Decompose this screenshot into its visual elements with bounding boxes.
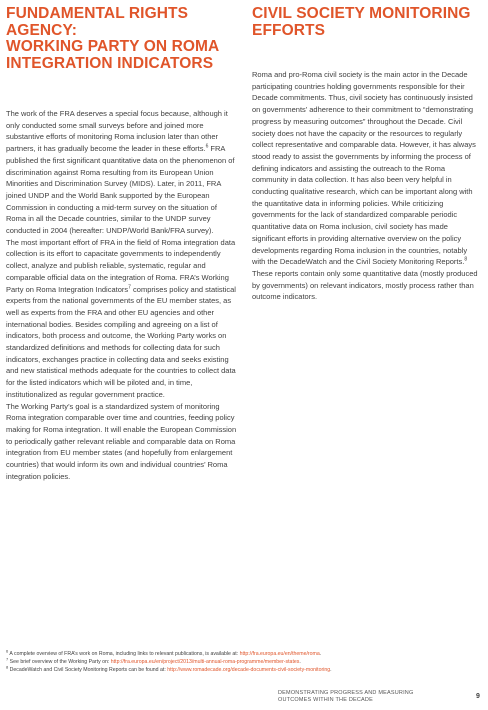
footnote-ref[interactable]: 7: [128, 284, 131, 291]
footnote-number: 8: [6, 664, 9, 670]
footnote-tail: .: [319, 651, 322, 657]
footnote: [6, 658, 482, 666]
footnote-text: DecadeWatch and Civil Society Monitoring Reports can be found at:: [8, 667, 168, 673]
right-column: [252, 0, 482, 302]
left-column: [6, 0, 238, 481]
footnote-tail: .: [330, 667, 332, 673]
paragraph-text: comprises policy and statistical experts from the national governments of the EU member states, as well as experts from the FRA and other EU agencies and other international bodies. Besides compiling and agreeing on a list of indicators, both process and outcome, the Working Party works on standardized definitions and methods for collecting data for such indicators, exchanges practice in collecting data and seeks existing and new statistical methods adequate for the countries to collect data for the listed indicators which will be piloted and, in time, institutionalized as regular government practice.: [6, 284, 236, 399]
footnote-ref[interactable]: 8: [464, 256, 468, 263]
paragraph: [252, 69, 482, 303]
footnote-link[interactable]: http://fra.europa.eu/en/project/2013/multi-annual-roma-programme/member-states: [110, 659, 300, 665]
heading-line: AGENCY:: [6, 21, 78, 39]
footnote-number: 6: [6, 648, 9, 654]
footnote-number: 7: [6, 656, 9, 662]
paragraph-text: Roma and pro-Roma civil society is the main actor in the Decade participating countries holding governments responsible for their Decade commitments. Thus, civil society has continuously insisted on governments’ adherence to their commitment to “demonstrating progress by measuring outcomes” throughout the Decade. Civil society does not have the capacity or the resources to regularly collect representative and comparable data. However, it has always stood ready to assist the governments by informing the process of defining indicators and assisting the outreach to the Roma community in data collection. It has also been very helpful in conducting qualitative research, which can be important along with the quantitative data in informing policies. While criticizing governments for the lack of standardized comparable periodic quantitative data on Roma inclusion, civil society has made significant efforts in providing alternative overview on the policy developments regarding Roma inclusion in the countries, notably with the DecadeWatch and the Civil Society Monitoring Reports.: [252, 70, 476, 267]
heading-line: EFFORTS: [252, 21, 326, 39]
heading-line: INTEGRATION INDICATORS: [6, 54, 214, 72]
footnote-text: A complete overview of FRA’s work on Roma, including links to relevant publications, is available at:: [8, 651, 240, 657]
paragraph-text: The most important effort of FRA in the field of Roma integration data collection is its effort to capacitate governments to independently collect, analyze and publish reliable, systematic, regular and comparable official data on the integration of Roma. FRA’s Working Party on Roma Integration Indicators: [6, 237, 236, 294]
paragraph-text: FRA published the first significant quantitative data on the phenomenon of discrimination against Roma resulting from its European Union Minorities and Discrimination Survey (MIDS). Later, in 2011, FRA joined UNDP and the World Bank supported by the European Commission in conducting a mid-term survey on the situation of Roma in all the Decade countries, similar to the UNDP survey conducted in 2004 (hereafter: UNDP/World Bank/FRA survey).: [6, 144, 235, 236]
fra-section-heading: [6, 6, 238, 72]
paragraph: [6, 401, 238, 483]
paragraph-text: These reports contain only some quantitative data (mostly produced by governments) on relevant indicators, mostly process rather than outcome indicators.: [252, 268, 478, 302]
paragraph-text: The Working Party’s goal is a standardized system of monitoring Roma integration comparable over time and countries, feeding policy making for Roma integration. It will enable the European Commission to periodically gather relevant reliable and comparable data on Roma integration from EU member states (and hopefully from enlargement countries) that would inform its own and individual countries’ Roma integration policies.: [6, 401, 237, 481]
footnote-link[interactable]: http://fra.europa.eu/en/theme/roma: [239, 651, 320, 657]
footnote-ref[interactable]: 6: [205, 143, 209, 150]
running-footer: [278, 690, 413, 704]
heading-line: CIVIL SOCIETY MONITORING: [252, 5, 471, 22]
footnote-text: See brief overview of the Working Party on:: [8, 659, 111, 665]
footnote-link[interactable]: http://www.romadecade.org/decade-documents-civil-society-monitoring: [167, 667, 331, 673]
footer-line: DEMONSTRATING PROGRESS AND MEASURING: [278, 690, 414, 696]
page-number: 9: [476, 693, 480, 700]
paragraph-text: The work of the FRA deserves a special focus because, although it only conducted some small surveys before and joined more substantive efforts of monitoring Roma inclusion later than other partners, it has gradually become the leader in these efforts.: [6, 109, 228, 154]
footer-line: OUTCOMES WITHIN THE DECADE: [278, 697, 373, 703]
footnote: [6, 666, 482, 674]
heading-line: WORKING PARTY ON ROMA: [6, 38, 220, 55]
civil-society-section-body: [252, 69, 482, 303]
footnote: [6, 650, 482, 658]
footnote-tail: .: [299, 659, 301, 665]
paragraph: [6, 237, 238, 401]
paragraph: [6, 108, 238, 237]
heading-line: FUNDAMENTAL RIGHTS: [6, 5, 189, 22]
civil-society-section-heading: [252, 6, 482, 39]
footnotes: [6, 650, 482, 674]
fra-section-body: [6, 108, 238, 483]
